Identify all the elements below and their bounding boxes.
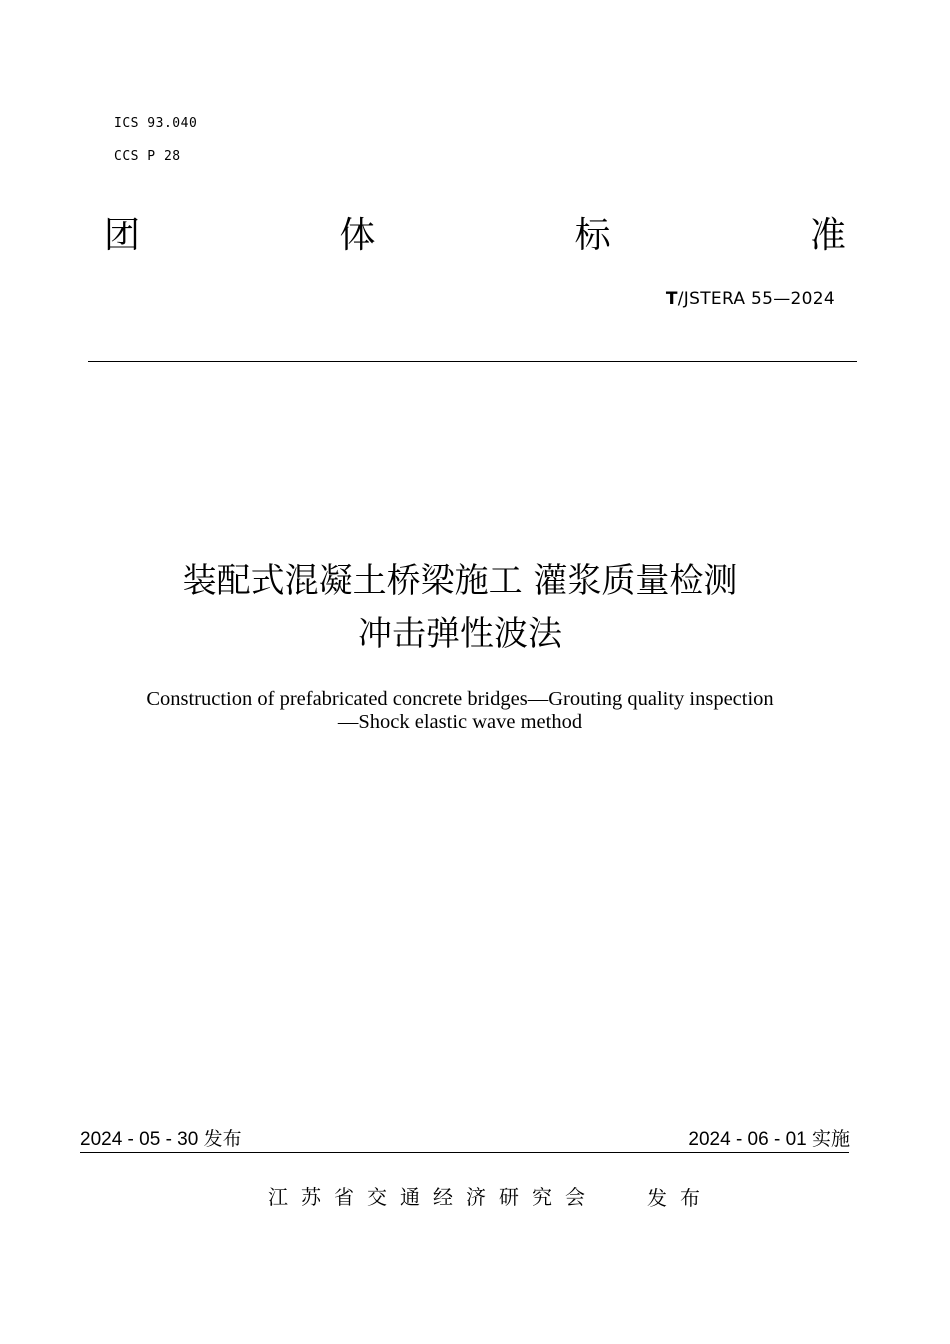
standard-type-char: 团	[104, 215, 141, 256]
standard-number	[666, 289, 835, 309]
footer-divider	[80, 1152, 849, 1153]
standard-type-heading	[104, 212, 846, 260]
english-title-line-1: Construction of prefabricated concrete bridges—Grouting quality inspection	[146, 688, 774, 710]
effective-date: 2024 - 06 - 01 实施	[688, 1129, 850, 1150]
standard-number-rest: /JSTERA 55—2024	[677, 289, 835, 309]
ics-code: ICS 93.040	[114, 116, 198, 131]
publisher-name: 江苏省交通经济研究会	[268, 1185, 598, 1209]
chinese-title-line-1: 装配式混凝土桥梁施工 灌浆质量检测	[182, 561, 738, 601]
standard-type-char: 体	[339, 215, 376, 256]
publish-label: 发布	[647, 1186, 713, 1210]
chinese-title-line-2: 冲击弹性波法	[358, 614, 562, 654]
ccs-code: CCS P 28	[114, 149, 181, 164]
issue-date: 2024 - 05 - 30 发布	[80, 1129, 242, 1150]
chinese-title	[0, 556, 920, 659]
english-title-line-2: —Shock elastic wave method	[337, 711, 583, 733]
english-title	[0, 688, 920, 734]
header-divider	[88, 361, 857, 362]
standard-type-char: 标	[574, 215, 611, 256]
standard-type-char: 准	[809, 215, 846, 256]
standard-number-prefix: T	[665, 289, 678, 309]
